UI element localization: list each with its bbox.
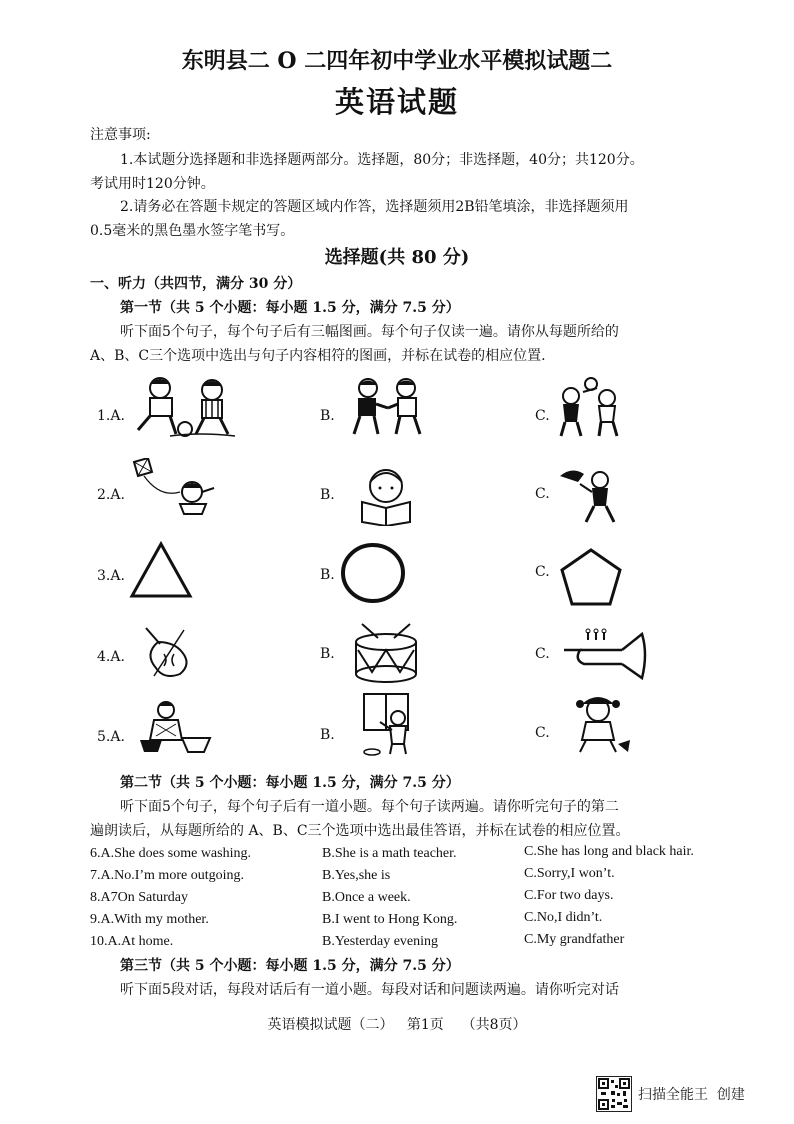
pentagon-image (558, 546, 624, 608)
drum-image (348, 620, 424, 686)
row2-c-label: C. (535, 486, 550, 502)
q9-option-b: B.I went to Hong Kong. (322, 912, 458, 927)
q10-option-b: B.Yesterday evening (322, 934, 439, 949)
part1-heading: 一、听力（共四节，满分 30 分） (90, 276, 302, 292)
row1-b-label: B. (320, 408, 335, 424)
q7-option-c: C.Sorry,I won’t. (524, 866, 615, 881)
row5-a-label: 5.A. (97, 729, 125, 745)
sub1-heading: 第一节（共 5 个小题：每小题 1.5 分，满分 7.5 分） (120, 300, 460, 316)
sub2-instruction-line1: 听下面5个句子，每个句子后有一道小题。每个句子读两遍。请你听完句子的第二 (120, 799, 619, 815)
row5-b-label: B. (320, 727, 335, 743)
row2-b-label: B. (320, 487, 335, 503)
row5-c-label: C. (535, 725, 550, 741)
q8-option-b: B.Once a week. (322, 890, 411, 905)
q6-option-b: B.She is a math teacher. (322, 846, 457, 861)
sub3-instruction-line1: 听下面5段对话，每段对话后有一道小题。每段对话和问题读两遍。请你听完对话 (120, 982, 619, 998)
row3-c-label: C. (535, 564, 550, 580)
row4-a-label: 4.A. (97, 649, 125, 665)
row4-c-label: C. (535, 646, 550, 662)
row2-a-label: 2.A. (97, 487, 125, 503)
notes-item2-line1: 2.请务必在答题卡规定的答题区域内作答，选择题须用2B铅笔填涂，非选择题须用 (120, 199, 629, 215)
girl-flying-kite-image (130, 458, 220, 520)
q6-option-a: 6.A.She does some washing. (90, 846, 251, 861)
q8-option-c: C.For two days. (524, 888, 614, 903)
kids-playing-football-image (130, 374, 240, 440)
page-footer: 英语模拟试题（二） 第1页 （共8页） (267, 1017, 527, 1033)
sub1-instruction-line2: A、B、C三个选项中选出与句子内容相符的图画，并标在试卷的相应位置. (90, 348, 546, 364)
notes-heading: 注意事项: (90, 127, 151, 143)
girl-sitting-image (568, 694, 634, 756)
q10-option-a: 10.A.At home. (90, 934, 174, 949)
boy-drawing-on-board-image (360, 692, 420, 756)
row3-b-label: B. (320, 567, 335, 583)
q7-option-b: B.Yes,she is (322, 868, 391, 883)
q10-option-c: C.My grandfather (524, 932, 625, 947)
exam-subtitle: 英语试题 (334, 85, 459, 119)
boy-reading-book-image (350, 466, 422, 526)
sub2-heading: 第二节（共 5 个小题：每小题 1.5 分，满分 7.5 分） (120, 775, 460, 791)
q9-option-a: 9.A.With my mother. (90, 912, 209, 927)
q6-option-c: C.She has long and black hair. (524, 844, 694, 859)
violin-image (134, 624, 196, 686)
qr-code-icon (596, 1076, 632, 1112)
sub2-instruction-line2: 遍朗读后，从每题所给的 A、B、C三个选项中选出最佳答语，并标在试卷的相应位置。 (90, 823, 630, 839)
triangle-image (128, 540, 194, 600)
girl-washing-clothes-image (132, 700, 212, 756)
q9-option-c: C.No,I didn’t. (524, 910, 603, 925)
kids-shaking-hands-image (348, 376, 428, 442)
row4-b-label: B. (320, 646, 335, 662)
girl-with-bird-image (558, 462, 624, 528)
q7-option-a: 7.A.No.I’m more outgoing. (90, 868, 244, 883)
sub3-heading: 第三节（共 5 个小题：每小题 1.5 分，满分 7.5 分） (120, 958, 460, 974)
row3-a-label: 3.A. (97, 568, 125, 584)
circle-image (340, 542, 406, 604)
notes-item1-line1: 1.本试题分选择题和非选择题两部分。选择题，80分；非选择题，40分；共120分。 (120, 152, 644, 168)
trumpet-image (560, 626, 650, 682)
exam-title: 东明县二 O 二四年初中学业水平模拟试题二 (181, 48, 613, 74)
row1-c-label: C. (535, 408, 550, 424)
notes-item2-line2: 0.5毫米的黑色墨水签字笔书写。 (90, 223, 295, 239)
row1-a-label: 1.A. (97, 408, 125, 424)
kids-playing-volleyball-image (553, 376, 623, 442)
sub1-instruction-line1: 听下面5个句子，每个句子后有三幅图画。每个句子仅读一遍。请你从每题所给的 (120, 324, 619, 340)
q8-option-a: 8.A7On Saturday (90, 890, 188, 905)
scanner-watermark: 扫描全能王 创建 (638, 1087, 745, 1103)
section-title: 选择题(共 80 分) (324, 247, 470, 268)
notes-item1-line2: 考试用时120分钟。 (90, 176, 215, 192)
